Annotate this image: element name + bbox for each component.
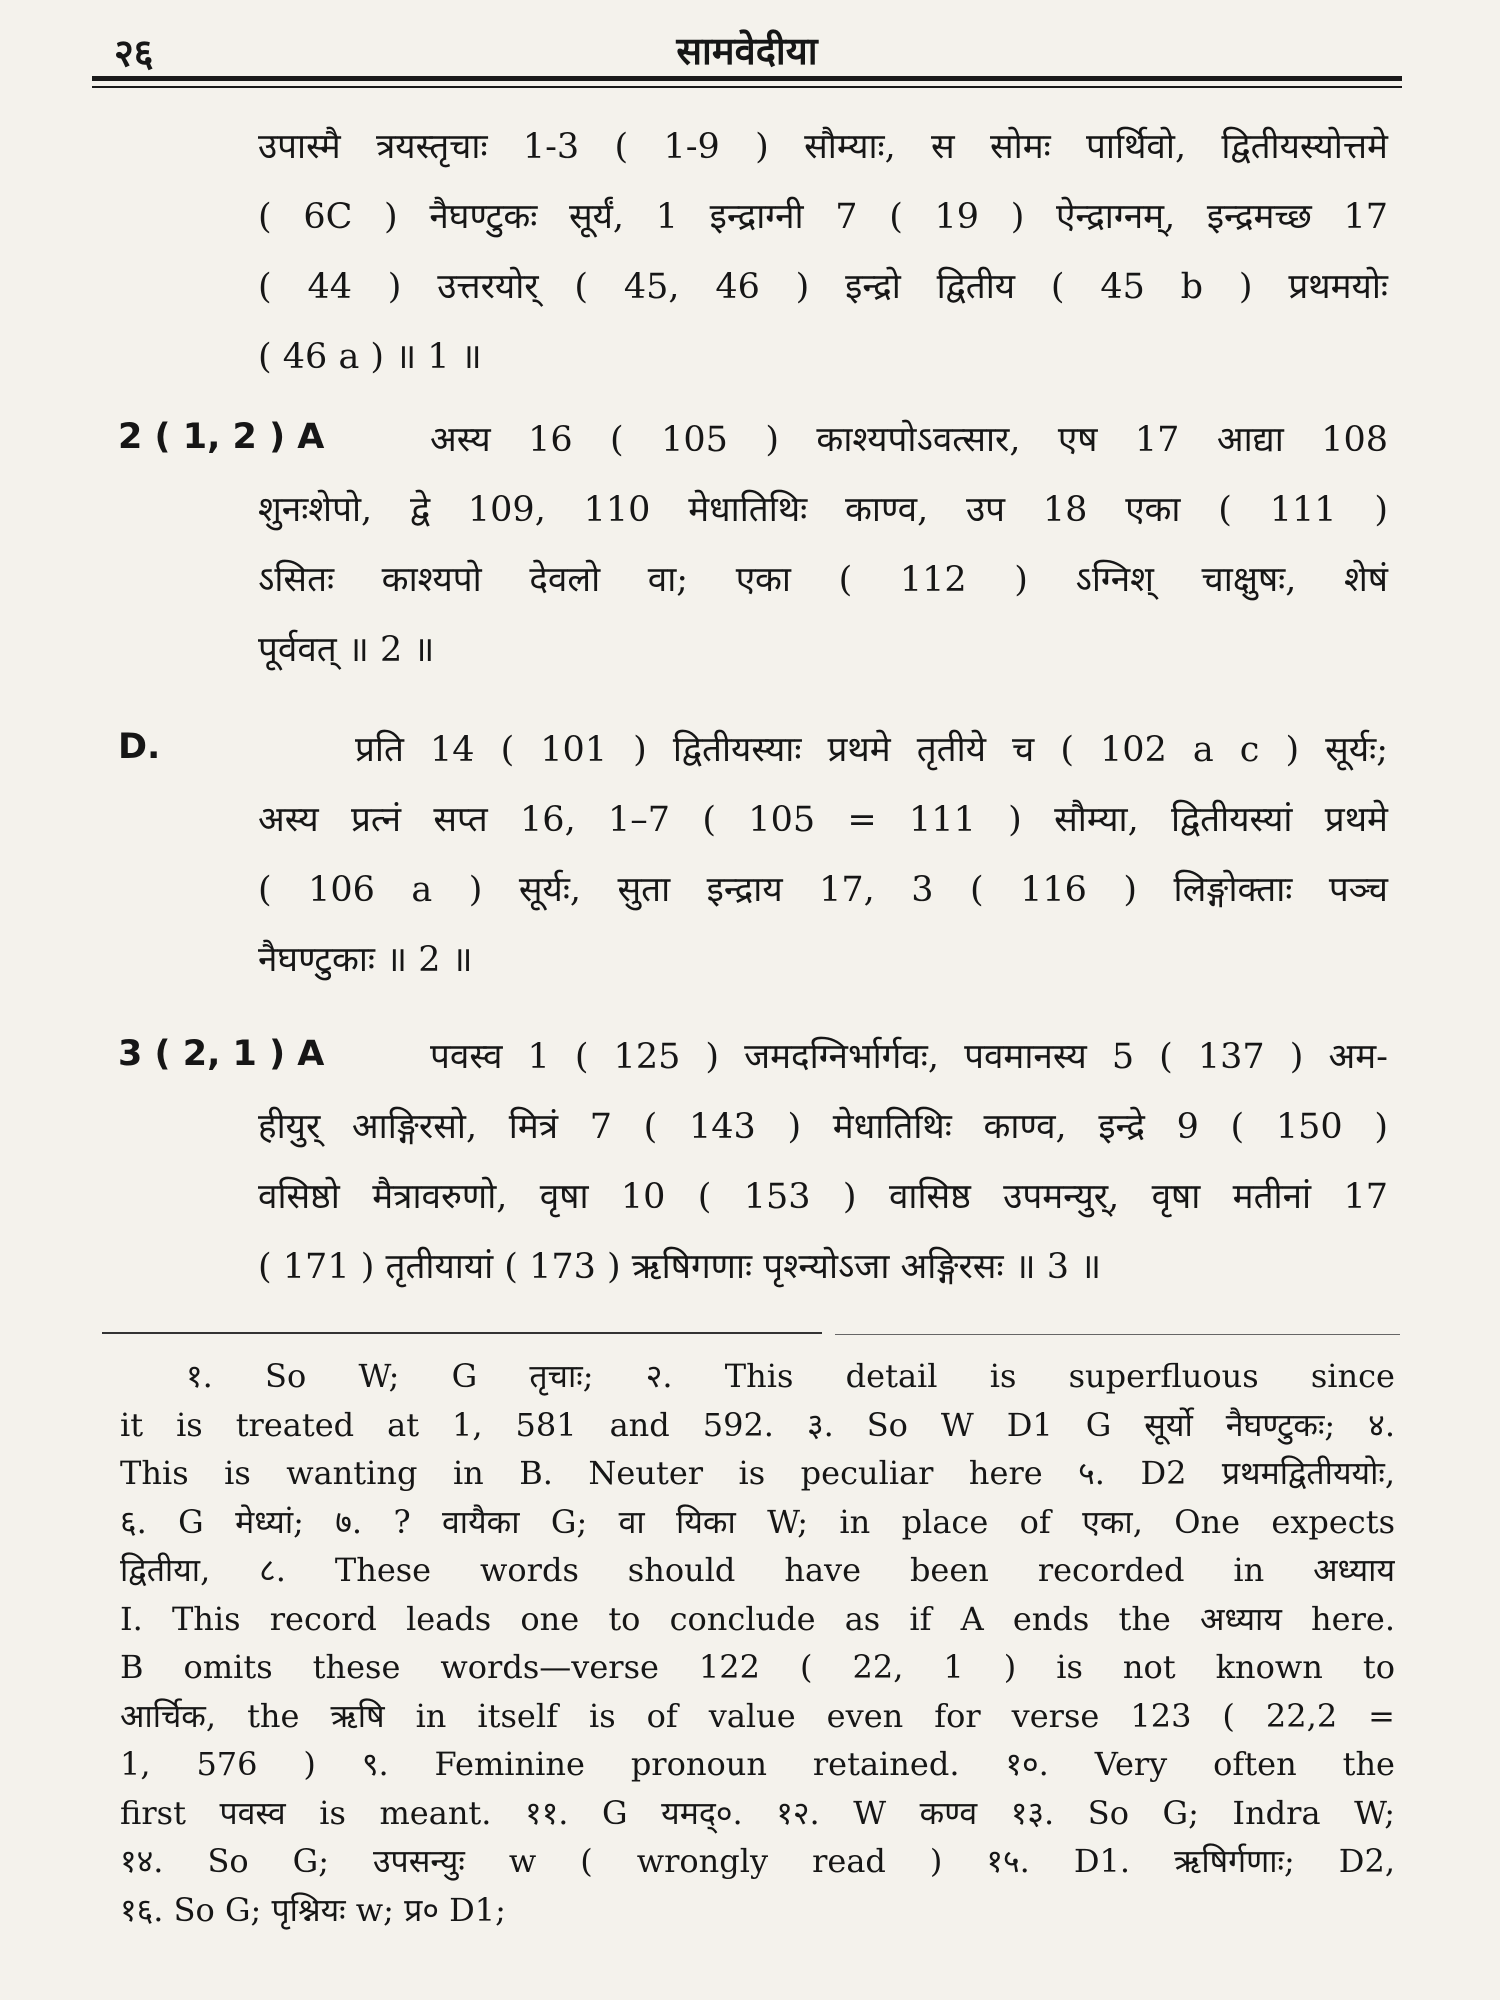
footnote-line: I. This record leads one to conclude as if A ends the अध्याय here. — [120, 1599, 1395, 1638]
entry-line: नैघण्टुकाः ॥ 2 ॥ — [258, 940, 473, 980]
entry-line: वसिष्ठो मैत्रावरुणो, वृषा 10 ( 153 ) वासिष्ठ उपमन्युर्, वृषा मतीनां 17 — [258, 1177, 1388, 1217]
entry-label: 2 ( 1, 2 ) A — [118, 417, 325, 457]
entry-line: हीयुर् आङ्गिरसो, मित्रं 7 ( 143 ) मेधातिथिः काण्व, इन्द्रे 9 ( 150 ) — [258, 1107, 1388, 1147]
footnote-line: ६. G मेध्यां; ७. ? वायैका G; वा यिका W; in place of एका, One expects — [120, 1502, 1395, 1541]
footnote-line: १४. So G; उपसन्युः w ( wrongly read ) १५. D1. ऋषिर्गणाः; D2, — [120, 1842, 1395, 1880]
footnote-line: आर्चिक, the ऋषि in itself is of value even for verse 123 ( 22,2 = — [120, 1696, 1395, 1735]
footnote-line: द्वितीया, ८. These words should have been recorded in अध्याय — [120, 1551, 1395, 1589]
footnote-line: १६. So G; पृश्नियः w; प्र० D1; — [120, 1890, 506, 1929]
footnote-line: 1, 576 ) ९. Feminine pronoun retained. १०. Very often the — [120, 1745, 1395, 1783]
entry-line: ( 106 a ) सूर्यः, सुता इन्द्राय 17, 3 ( 116 ) लिङ्गोक्ताः पञ्च — [258, 870, 1388, 910]
entry-line: शुनःशेपो, द्वे 109, 110 मेधातिथिः काण्व, उप 18 एका ( 111 ) — [258, 490, 1388, 530]
entry-label: 3 ( 2, 1 ) A — [118, 1034, 325, 1074]
entry-line: अस्य प्रत्नं सप्त 16, 1–7 ( 105 = 111 ) सौम्या, द्वितीयस्यां प्रथमे — [258, 800, 1388, 840]
entry-label: D. — [118, 727, 161, 767]
running-title: सामवेदीया — [676, 28, 818, 73]
entry-line: ( 46 a ) ॥ 1 ॥ — [258, 337, 482, 377]
entry-line: ऽसितः काश्यपो देवलो वा; एका ( 112 ) ऽग्निश् चाक्षुषः, शेषं — [258, 560, 1388, 600]
entry-line: ( 44 ) उत्तरयोर् ( 45, 46 ) इन्द्रो द्वितीय ( 45 b ) प्रथमयोः — [258, 267, 1388, 307]
footnote-rule — [102, 1332, 822, 1334]
footnote-rule-right — [835, 1334, 1400, 1335]
page-number: २६ — [114, 30, 154, 75]
header-rule-thick — [92, 76, 1402, 81]
entry-line: ( 171 ) तृतीयायां ( 173 ) ऋषिगणाः पृश्न्योऽजा अङ्गिरसः ॥ 3 ॥ — [258, 1247, 1102, 1287]
entry-line: ( 6C ) नैघण्टुकः सूर्यं, 1 इन्द्राग्नी 7 ( 19 ) ऐन्द्राग्नम्, इन्द्रमच्छ 17 — [258, 197, 1388, 237]
footnote-line: This is wanting in B. Neuter is peculiar here ५. D2 प्रथमद्वितीययोः, — [120, 1454, 1395, 1492]
entry-line: अस्य 16 ( 105 ) काश्यपोऽवत्सार, एष 17 आद्या 108 — [430, 420, 1388, 460]
footnotes — [120, 1352, 1395, 1934]
entry-line: पवस्व 1 ( 125 ) जमदग्निर्भार्गवः, पवमानस्य 5 ( 137 ) अम- — [430, 1037, 1388, 1077]
footnote-line: B omits these words—verse 122 ( 22, 1 ) is not known to — [120, 1648, 1395, 1686]
page-header — [92, 20, 1402, 75]
header-rule-thin — [92, 86, 1402, 88]
footnote-line: it is treated at 1, 581 and 592. ३. So W D1 G सूर्यो नैघण्टुकः; ४. — [120, 1405, 1395, 1444]
footnote-line: १. So W; G तृचाः; २. This detail is superfluous since — [186, 1357, 1395, 1395]
entry-line: प्रति 14 ( 101 ) द्वितीयस्याः प्रथमे तृतीये च ( 102 a c ) सूर्यः; — [355, 730, 1388, 770]
entry-line: उपास्मै त्रयस्तृचाः 1-3 ( 1-9 ) सौम्याः, स सोमः पार्थिवो, द्वितीयस्योत्तमे — [258, 127, 1388, 167]
entry-line: पूर्ववत् ॥ 2 ॥ — [258, 630, 435, 670]
footnote-line: first पवस्व is meant. ११. G यमद्०. १२. W कण्व १३. So G; Indra W; — [120, 1793, 1395, 1832]
